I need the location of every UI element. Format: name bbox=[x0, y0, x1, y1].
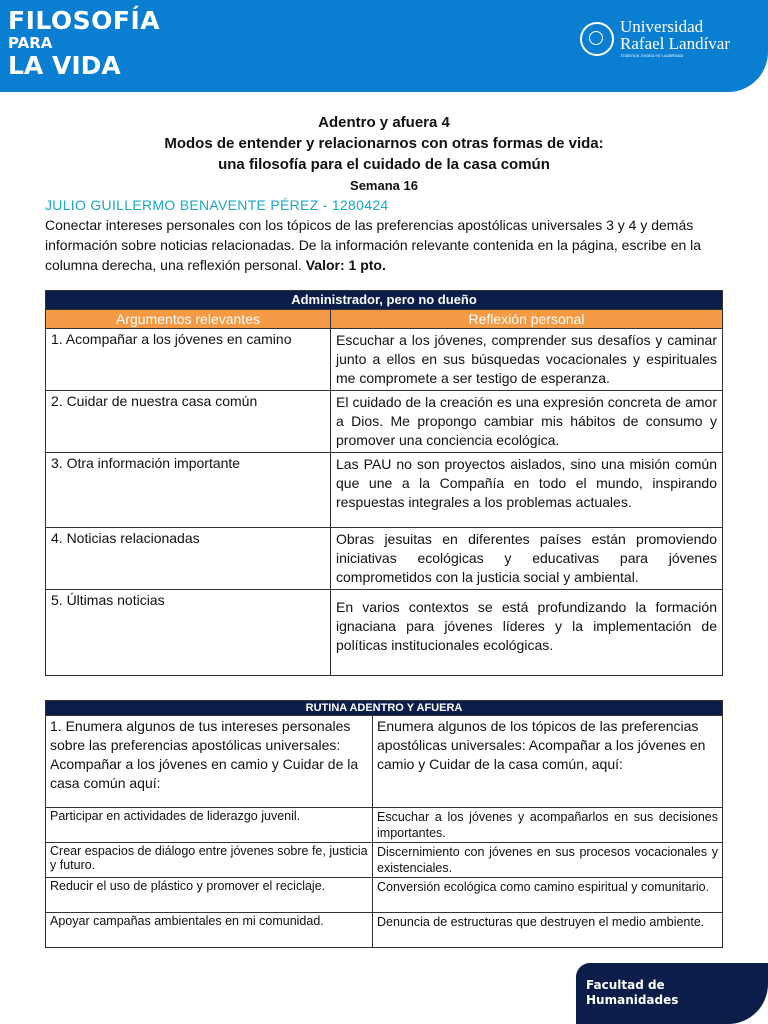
table-row bbox=[46, 843, 723, 878]
brand-line-3: LA VIDA bbox=[8, 51, 121, 80]
brand-line-1: FILOSOFÍA bbox=[8, 6, 161, 35]
interest-cell[interactable]: Reducir el uso de plástico y promover el reciclaje. bbox=[46, 878, 373, 913]
instructions bbox=[45, 215, 725, 275]
routine-table bbox=[45, 700, 723, 948]
reflection-cell[interactable]: En varios contextos se está profundizando la formación ignaciana para jóvenes líderes y la implementación de políticas institucionales ecológicas. bbox=[331, 590, 723, 676]
table-row bbox=[46, 590, 723, 676]
interest-cell[interactable]: Participar en actividades de liderazgo juvenil. bbox=[46, 808, 373, 843]
topic-cell[interactable]: Discernimiento con jóvenes en sus procesos vocacionales y existenciales. bbox=[373, 843, 723, 878]
reflection-cell[interactable]: El cuidado de la creación es una expresión concreta de amor a Dios. Me propongo cambiar mis hábitos de consumo y promover una conciencia ecológica. bbox=[331, 391, 723, 453]
interests-prompt-cell[interactable]: 1. Enumera algunos de tus intereses personales sobre las preferencias apostólicas universales: Acompañar a los jóvenes en camio y Cuidar de la casa común aquí: bbox=[46, 716, 373, 808]
faculty-line-1: Facultad de bbox=[586, 978, 665, 992]
brand-line-2: PARA bbox=[8, 34, 53, 52]
university-name-line-2: Rafael Landívar bbox=[620, 34, 730, 53]
reflection-cell[interactable]: Las PAU no son proyectos aislados, sino una misión común que une a la Compañía en todo el mundo, inspirando respuestas integrales a los problemas actuales. bbox=[331, 453, 723, 528]
argument-cell[interactable]: 5. Últimas noticias bbox=[46, 590, 331, 676]
university-logo bbox=[580, 18, 730, 59]
column-header-reflection: Reflexión personal bbox=[331, 310, 723, 329]
argument-cell[interactable]: 3. Otra información importante bbox=[46, 453, 331, 528]
topic-cell[interactable]: Escuchar a los jóvenes y acompañarlos en sus decisiones importantes. bbox=[373, 808, 723, 843]
instructions-text: Conectar intereses personales con los tópicos de las preferencias apostólicas universales 3 y 4 y demás información sobre noticias relacionadas. De la información relevante contenida en la página, escribe en la columna derecha, una reflexión personal. bbox=[45, 217, 702, 273]
argument-cell[interactable]: 2. Cuidar de nuestra casa común bbox=[46, 391, 331, 453]
university-name-line-1: Universidad bbox=[620, 17, 704, 36]
routine-header-row bbox=[46, 716, 723, 808]
instructions-value: Valor: 1 pto. bbox=[305, 257, 386, 273]
routine-table-title: RUTINA ADENTRO Y AFUERA bbox=[46, 701, 723, 716]
title-line-1: Adentro y afuera 4 bbox=[318, 114, 450, 131]
reflection-cell[interactable]: Obras jesuitas en diferentes países están promoviendo iniciativas ecológicas y educativas para jóvenes comprometidos con la justicia social y ambiental. bbox=[331, 528, 723, 590]
interest-cell[interactable]: Apoyar campañas ambientales en mi comunidad. bbox=[46, 913, 373, 948]
university-tagline: Tradición Jesuita en Guatemala bbox=[620, 54, 684, 59]
argument-cell[interactable]: 1. Acompañar a los jóvenes en camino bbox=[46, 329, 331, 391]
topic-cell[interactable]: Denuncia de estructuras que destruyen el medio ambiente. bbox=[373, 913, 723, 948]
week-label: Semana 16 bbox=[350, 178, 418, 193]
title-line-3: una filosofía para el cuidado de la casa común bbox=[218, 156, 550, 173]
reflection-cell[interactable]: Escuchar a los jóvenes, comprender sus desafíos y caminar junto a ellos en sus búsquedas vocacionales y espirituales me compromete a ser testigo de esperanza. bbox=[331, 329, 723, 391]
header-band bbox=[0, 0, 768, 92]
faculty-line-2: Humanidades bbox=[586, 993, 679, 1007]
university-seal-icon bbox=[580, 22, 614, 56]
program-logo bbox=[8, 8, 160, 78]
argument-cell[interactable]: 4. Noticias relacionadas bbox=[46, 528, 331, 590]
column-header-arguments: Argumentos relevantes bbox=[46, 310, 331, 329]
table-row bbox=[46, 453, 723, 528]
topics-prompt-cell[interactable]: Enumera algunos de los tópicos de las preferencias apostólicas universales: Acompañar a los jóvenes en camio y Cuidar de la casa común, aquí: bbox=[373, 716, 723, 808]
document-title bbox=[0, 112, 768, 194]
table-row bbox=[46, 329, 723, 391]
topic-cell[interactable]: Conversión ecológica como camino espiritual y comunitario. bbox=[373, 878, 723, 913]
table-row bbox=[46, 528, 723, 590]
author-name: JULIO GUILLERMO BENAVENTE PÉREZ - 1280424 bbox=[45, 197, 389, 213]
title-line-2: Modos de entender y relacionarnos con otras formas de vida: bbox=[164, 135, 604, 152]
table-row bbox=[46, 808, 723, 843]
reflection-table bbox=[45, 290, 723, 676]
table-row bbox=[46, 391, 723, 453]
reflection-table-title: Administrador, pero no dueño bbox=[46, 291, 723, 310]
table-row bbox=[46, 878, 723, 913]
faculty-badge bbox=[576, 963, 768, 1024]
table-row bbox=[46, 913, 723, 948]
interest-cell[interactable]: Crear espacios de diálogo entre jóvenes sobre fe, justicia y futuro. bbox=[46, 843, 373, 878]
